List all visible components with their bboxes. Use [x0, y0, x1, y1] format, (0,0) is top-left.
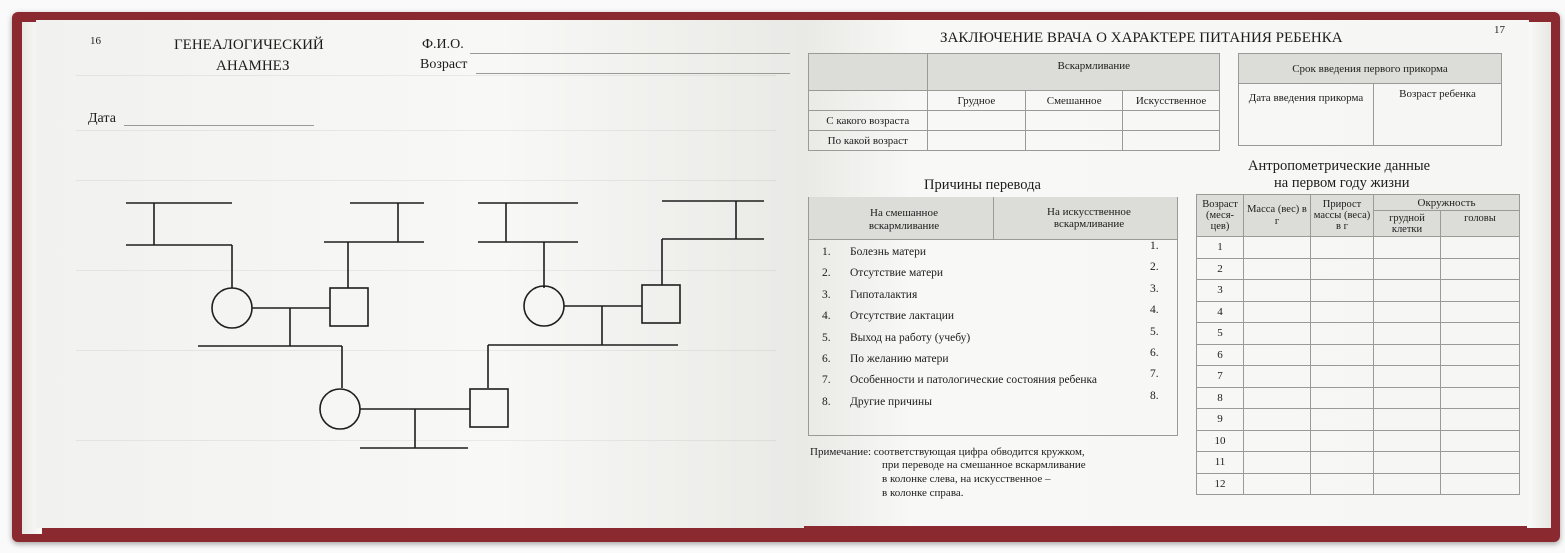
- anthro-cell: [1244, 409, 1311, 431]
- reasons-col-artificial: На искусственное вскармливание: [1047, 206, 1131, 230]
- reason-text: Гипоталактия: [850, 288, 918, 301]
- reason-number: 6.: [822, 353, 831, 365]
- anthro-cell: [1374, 452, 1441, 474]
- anthro-month: 8: [1197, 387, 1244, 409]
- anthro-cell: [1311, 280, 1374, 302]
- anthro-cell: [1374, 258, 1441, 280]
- anthro-month: 9: [1197, 409, 1244, 431]
- anthro-cell: [1374, 344, 1441, 366]
- feeding-table: [808, 53, 1220, 151]
- anthro-cell: [1441, 473, 1520, 495]
- reason-text: Болезнь матери: [850, 246, 927, 258]
- anthro-col-mass: Масса (вес) в г: [1244, 195, 1311, 237]
- genogram-diagram: [36, 20, 804, 528]
- anthro-month: 1: [1197, 237, 1244, 259]
- anthro-cell: [1244, 366, 1311, 388]
- anthro-col-gain: Прирост массы (веса) в г: [1311, 195, 1374, 237]
- reason-number-artificial: 4.: [1150, 304, 1159, 317]
- reason-text: Выход на работу (учебу): [850, 331, 971, 344]
- reason-number: 3.: [822, 288, 831, 301]
- anthro-cell: [1441, 430, 1520, 452]
- anthro-row: [1197, 237, 1520, 259]
- anthro-cell: [1374, 237, 1441, 259]
- anthro-row: [1197, 301, 1520, 323]
- reason-number: 7.: [822, 374, 831, 387]
- anthro-cell: [1244, 473, 1311, 495]
- anthro-cell: [1374, 473, 1441, 495]
- reasons-col-mixed: На смешанное вскармливание: [868, 207, 940, 232]
- anthro-cell: [1311, 344, 1374, 366]
- anthro-cell: [1374, 280, 1441, 302]
- anthro-cell: [1374, 366, 1441, 388]
- anthro-col-chest: грудной клетки: [1374, 211, 1441, 237]
- anthro-cell: [1441, 366, 1520, 388]
- anthro-cell: [1441, 280, 1520, 302]
- anthro-row: [1197, 366, 1520, 388]
- anthro-table: [1196, 194, 1520, 495]
- anthro-cell: [1374, 409, 1441, 431]
- complement-header: Срок введения первого прикорма: [1239, 54, 1502, 84]
- anthro-month: 3: [1197, 280, 1244, 302]
- date-label: Дата: [88, 111, 116, 126]
- anthro-col-age: Возраст (меся-цев): [1197, 195, 1244, 237]
- anthro-cell: [1441, 237, 1520, 259]
- anthro-month: 6: [1197, 344, 1244, 366]
- feeding-corner-cell: [809, 54, 928, 91]
- anthro-row: [1197, 452, 1520, 474]
- reason-number-artificial: 5.: [1150, 325, 1159, 338]
- reason-number-artificial: 3.: [1150, 282, 1159, 295]
- reason-number-artificial: 8.: [1150, 389, 1159, 402]
- anthro-cell: [1311, 237, 1374, 259]
- feeding-row-to: По какой возраст: [809, 131, 928, 151]
- anthro-cell: [1311, 323, 1374, 345]
- genealogy-title-line1: ГЕНЕАЛОГИЧЕСКИЙ: [174, 37, 324, 53]
- reason-number: 2.: [822, 267, 831, 280]
- reason-text: Отсутствие матери: [850, 267, 944, 280]
- anthro-cell: [1244, 430, 1311, 452]
- reason-number: 1.: [822, 246, 831, 258]
- anthro-row: [1197, 344, 1520, 366]
- anthro-cell: [1311, 473, 1374, 495]
- anthro-col-circ: Окружность: [1374, 195, 1520, 211]
- fio-label: Ф.И.О.: [422, 37, 464, 52]
- anthro-month: 4: [1197, 301, 1244, 323]
- reason-number: 8.: [822, 395, 831, 408]
- anthro-row: [1197, 280, 1520, 302]
- anthro-cell: [1374, 323, 1441, 345]
- anthro-cell: [1374, 301, 1441, 323]
- anthro-title-line1: Антропометрические данные: [1248, 158, 1431, 174]
- anthro-cell: [1311, 452, 1374, 474]
- anthro-cell: [1244, 258, 1311, 280]
- anthro-month: 10: [1197, 430, 1244, 452]
- reason-text: По желанию матери: [850, 353, 949, 365]
- anthro-cell: [1244, 344, 1311, 366]
- anthro-cell: [1311, 366, 1374, 388]
- anthro-cell: [1244, 237, 1311, 259]
- anthro-cell: [1441, 258, 1520, 280]
- reason-number: 5.: [822, 331, 831, 344]
- left-page: [36, 20, 804, 528]
- anthro-cell: [1311, 430, 1374, 452]
- anthro-month: 11: [1197, 452, 1244, 474]
- feeding-row-from: С какого возраста: [809, 111, 928, 131]
- anthro-col-head: головы: [1441, 211, 1520, 237]
- reason-text: Особенности и патологические состояния ребенка: [850, 374, 1098, 387]
- page-number-right: 17: [1494, 24, 1505, 36]
- page-number-left: 16: [90, 35, 101, 47]
- reason-number-artificial: 6.: [1150, 347, 1159, 359]
- reason-number-artificial: 2.: [1150, 261, 1159, 274]
- anthro-row: [1197, 430, 1520, 452]
- anthro-row: [1197, 473, 1520, 495]
- anthro-cell: [1441, 344, 1520, 366]
- reason-number-artificial: 7.: [1150, 368, 1159, 381]
- page-stack-right: [1527, 22, 1551, 528]
- feeding-col-breast: Грудное: [927, 91, 1026, 111]
- reasons-title: Причины перевода: [924, 177, 1041, 193]
- reason-number-artificial: 1.: [1150, 240, 1159, 252]
- reason-text: Отсутствие лактации: [850, 310, 955, 323]
- reason-text: Другие причины: [850, 395, 932, 408]
- anthro-cell: [1374, 387, 1441, 409]
- anthro-cell: [1244, 323, 1311, 345]
- anthro-cell: [1311, 301, 1374, 323]
- note-line4: в колонке справа.: [882, 487, 964, 499]
- anthro-cell: [1441, 323, 1520, 345]
- genealogy-title-line2: АНАМНЕЗ: [216, 58, 290, 74]
- anthro-row: [1197, 387, 1520, 409]
- anthro-cell: [1311, 409, 1374, 431]
- anthro-cell: [1441, 387, 1520, 409]
- anthro-row: [1197, 258, 1520, 280]
- page-title: ЗАКЛЮЧЕНИЕ ВРАЧА О ХАРАКТЕРЕ ПИТАНИЯ РЕБЕНКА: [940, 30, 1343, 46]
- anthro-cell: [1311, 258, 1374, 280]
- anthro-cell: [1374, 430, 1441, 452]
- feeding-col-artificial: Искусственное: [1123, 91, 1220, 111]
- note-line1: Примечание: соответствующая цифра обводится кружком,: [810, 446, 1085, 458]
- complement-date-col: Дата введения прикорма: [1239, 84, 1374, 146]
- age-label: Возраст: [420, 57, 468, 72]
- anthro-month: 7: [1197, 366, 1244, 388]
- anthro-month: 2: [1197, 258, 1244, 280]
- anthro-cell: [1244, 301, 1311, 323]
- anthro-cell: [1441, 452, 1520, 474]
- anthro-row: [1197, 409, 1520, 431]
- anthro-cell: [1441, 409, 1520, 431]
- right-page: [804, 20, 1529, 526]
- complement-age-col: Возраст ребенка: [1374, 84, 1502, 146]
- feeding-empty-cell: [809, 91, 928, 111]
- anthro-cell: [1244, 387, 1311, 409]
- note-line3: в колонке слева, на искусственное –: [882, 473, 1051, 485]
- feeding-group-header: Вскармливание: [927, 54, 1219, 91]
- anthro-cell: [1311, 387, 1374, 409]
- note-line2: при переводе на смешанное вскармливание: [882, 459, 1086, 471]
- anthro-cell: [1244, 452, 1311, 474]
- complement-table: [1238, 53, 1502, 146]
- anthro-title-line2: на первом году жизни: [1274, 175, 1410, 191]
- anthro-month: 12: [1197, 473, 1244, 495]
- anthro-cell: [1244, 280, 1311, 302]
- anthro-row: [1197, 323, 1520, 345]
- feeding-col-mixed: Смешанное: [1026, 91, 1123, 111]
- anthro-cell: [1441, 301, 1520, 323]
- reason-number: 4.: [822, 310, 831, 323]
- anthro-month: 5: [1197, 323, 1244, 345]
